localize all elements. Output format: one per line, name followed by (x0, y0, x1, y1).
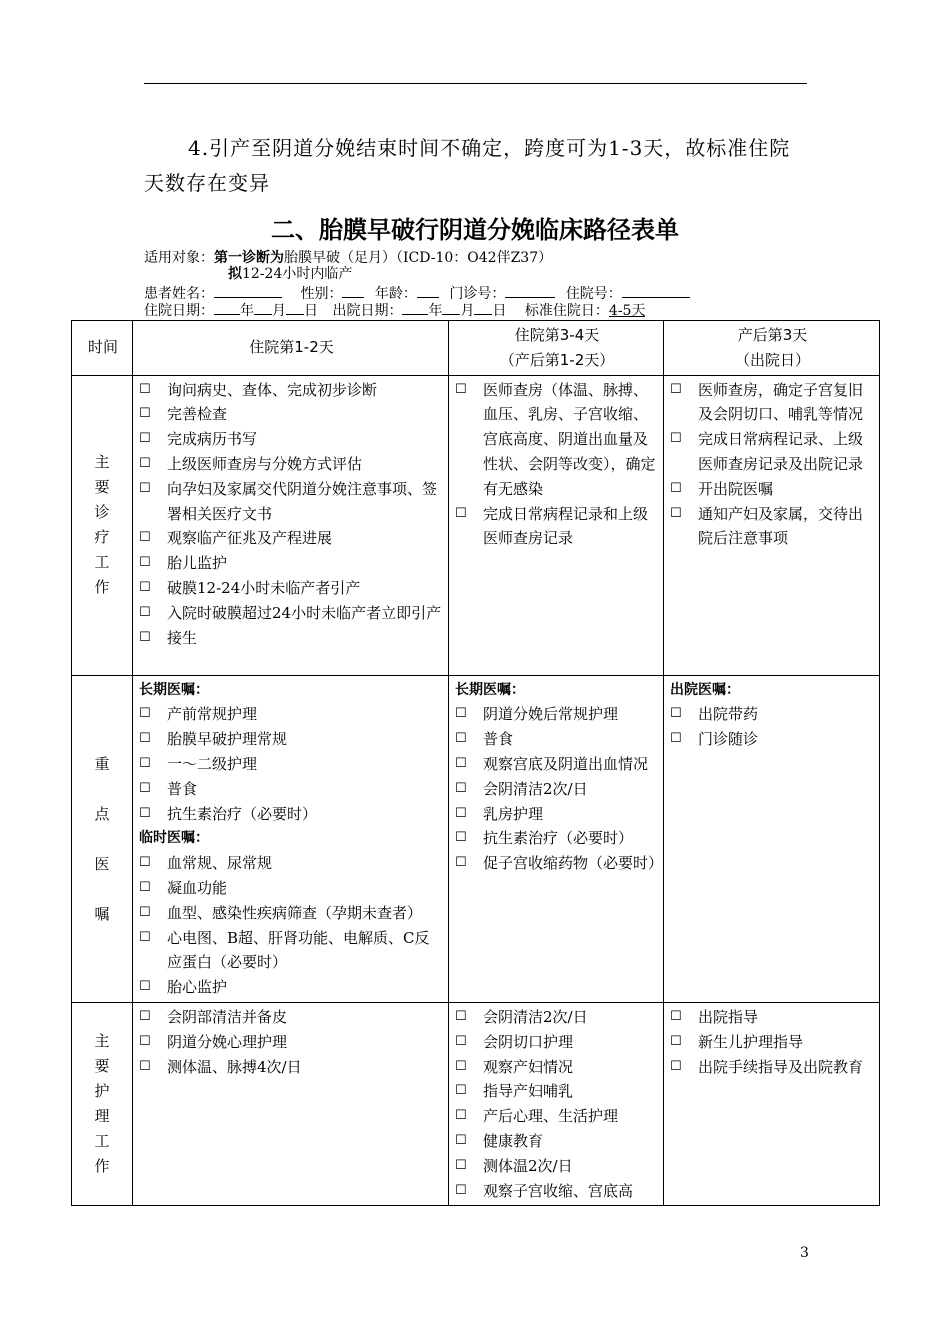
checkbox-icon[interactable]: ☐ (139, 1033, 151, 1049)
clinic-label: 门诊号： (449, 286, 506, 302)
checklist-item-text: 新生儿护理指导 (698, 1032, 804, 1051)
checklist-item (670, 727, 875, 752)
checklist-item (139, 427, 444, 452)
checklist-item (455, 378, 659, 502)
checkbox-icon[interactable]: ☐ (455, 1108, 467, 1124)
checkbox-icon[interactable]: ☐ (139, 480, 151, 496)
checklist-item-text: 通知产妇及家属，交待出院后注意事项 (698, 504, 864, 548)
checklist-item (455, 502, 659, 552)
checkbox-icon[interactable]: ☐ (670, 731, 682, 747)
checklist-item-text: 健康教育 (483, 1131, 544, 1150)
checklist-item-text: 胎膜早破护理常规 (167, 730, 288, 749)
row-label-char: 作 (94, 578, 110, 597)
checkbox-icon[interactable]: ☐ (455, 706, 467, 722)
header-col2 (449, 321, 664, 376)
meta-patient (144, 284, 690, 302)
meta-plan (228, 266, 352, 282)
row-label-char: 护 (94, 1082, 110, 1101)
checkbox-icon[interactable]: ☐ (455, 1008, 467, 1024)
checkbox-icon[interactable]: ☐ (455, 1182, 467, 1198)
row-label-char: 医 (94, 854, 110, 873)
checklist-item-text: 出院手续指导及出院教育 (698, 1057, 864, 1076)
checklist-item-text: 开出院医嘱 (698, 479, 774, 498)
checklist-item (139, 926, 444, 976)
checkbox-icon[interactable]: ☐ (139, 904, 151, 920)
cell-nursing-col1 (133, 1002, 449, 1205)
checklist (670, 1005, 875, 1079)
sex-blank[interactable] (342, 284, 364, 298)
std-value: 4-5天 (608, 303, 646, 319)
checklist-item (670, 427, 875, 477)
meta-dates (144, 301, 645, 319)
checklist (139, 851, 444, 1000)
day-text: 日 (492, 303, 507, 319)
cell-orders-col2 (449, 675, 664, 1002)
checkbox-icon[interactable]: ☐ (139, 381, 151, 397)
checklist-item (139, 402, 444, 427)
row-nursing (72, 1002, 880, 1205)
checklist-item-text: 指导产妇哺乳 (483, 1082, 574, 1101)
checkbox-icon[interactable]: ☐ (455, 1132, 467, 1148)
cell-nursing-col2 (449, 1002, 664, 1205)
checklist-item-text: 完成病历书写 (167, 430, 258, 449)
std-label: 标准住院日： (524, 303, 609, 319)
checklist-item-text: 抗生素治疗（必要时） (483, 829, 634, 848)
age-blank[interactable] (417, 284, 439, 298)
checklist (139, 702, 444, 826)
checklist-item (139, 752, 444, 777)
checklist-item (139, 702, 444, 727)
checklist-item-text: 完成日常病程记录和上级医师查房记录 (483, 504, 649, 548)
checkbox-icon[interactable]: ☐ (139, 555, 151, 571)
checklist-item (139, 1030, 444, 1055)
checkbox-icon[interactable]: ☐ (455, 381, 467, 397)
plan-text: 12-24小时内临产 (242, 266, 353, 282)
checkbox-icon[interactable]: ☐ (455, 855, 467, 871)
checklist-item-text: 普食 (167, 779, 198, 798)
checklist-item (139, 551, 444, 576)
checklist-item (139, 626, 444, 651)
applicable-label: 适用对象： (144, 250, 214, 266)
checkbox-icon[interactable]: ☐ (139, 706, 151, 722)
checklist-item-text: 观察子宫收缩、宫底高 (483, 1181, 634, 1200)
checklist-item (670, 502, 875, 552)
header-rule (144, 83, 807, 84)
inpatient-label: 住院号： (565, 286, 622, 302)
row-label-char: 要 (94, 1057, 110, 1076)
checklist-item (455, 1129, 659, 1154)
row-label-char: 主 (94, 453, 110, 472)
checklist-item-text: 上级医师查房与分娩方式评估 (167, 454, 363, 473)
long-term-orders-label: 长期医嘱： (455, 681, 525, 698)
checklist-item (139, 727, 444, 752)
checklist-item-text: 心电图、B超、肝肾功能、电解质、C反应蛋白（必要时） (167, 928, 430, 972)
checklist-item (455, 702, 659, 727)
checkbox-icon[interactable]: ☐ (670, 381, 682, 397)
checklist (670, 702, 875, 752)
cell-nursing-col3 (664, 1002, 880, 1205)
row-label-nursing (72, 1002, 133, 1205)
checklist-item (455, 1104, 659, 1129)
checklist-item-text: 入院时破膜超过24小时未临产者立即引产 (167, 603, 442, 622)
row-label-char: 点 (94, 804, 110, 823)
checklist-item (455, 1055, 659, 1080)
checklist-item (139, 477, 444, 527)
checklist-item (455, 802, 659, 827)
checklist-item-text: 血型、感染性疾病筛查（孕期未查者） (167, 903, 423, 922)
checklist-item (455, 777, 659, 802)
row-label-char: 诊 (94, 503, 110, 522)
checklist-item-text: 血常规、尿常规 (167, 854, 273, 873)
cell-main-work-col2 (449, 375, 664, 675)
header-row (72, 321, 880, 376)
checklist-item (455, 851, 664, 876)
checklist-item-text: 医师查房，确定子宫复旧及会阴切口、哺乳等情况 (698, 380, 864, 424)
note-paragraph: 4.引产至阴道分娩结束时间不确定，跨度可为1-3天，故标准住院天数存在变异 (144, 136, 791, 195)
checklist-item (670, 1030, 875, 1055)
checklist-item (455, 1154, 659, 1179)
checklist-item (670, 702, 875, 727)
checklist-item (670, 477, 875, 502)
checklist-item (670, 378, 875, 428)
checklist-item (139, 876, 444, 901)
cell-main-work-col3 (664, 375, 880, 675)
cell-orders-col1 (133, 675, 449, 1002)
discharge-orders-label: 出院医嘱： (670, 681, 740, 698)
checklist (139, 1005, 444, 1079)
temporary-orders-label: 临时医嘱： (139, 830, 209, 847)
day-text: 日 (304, 303, 318, 319)
row-main-work (72, 375, 880, 675)
month-text: 月 (460, 303, 475, 319)
admit-month-blank[interactable] (254, 301, 272, 315)
header-col3-line2: （出院日） (734, 350, 810, 369)
checkbox-icon[interactable]: ☐ (139, 755, 151, 771)
checklist-item-text: 阴道分娩后常规护理 (483, 705, 619, 724)
row-orders (72, 675, 880, 1002)
header-col2-line2: （产后第1-2天） (499, 350, 615, 369)
checklist-item-text: 胎心监护 (167, 978, 228, 997)
checkbox-icon[interactable]: ☐ (139, 979, 151, 995)
row-label-char: 嘱 (94, 904, 110, 923)
clinical-pathway-table (71, 320, 880, 1206)
checklist-item-text: 会阴部清洁并备皮 (167, 1007, 288, 1026)
checkbox-icon[interactable]: ☐ (139, 780, 151, 796)
checklist-item-text: 凝血功能 (167, 878, 228, 897)
checklist-item-text: 观察产妇情况 (483, 1057, 574, 1076)
checklist-item (139, 901, 444, 926)
checklist-item-text: 破膜12-24小时未临产者引产 (167, 578, 361, 597)
row-label-char: 主 (94, 1032, 110, 1051)
checklist-item (670, 1005, 875, 1030)
admit-day-blank[interactable] (286, 301, 304, 315)
checkbox-icon[interactable]: ☐ (670, 1033, 682, 1049)
checkbox-icon[interactable]: ☐ (455, 731, 467, 747)
checklist-item-text: 完善检查 (167, 405, 228, 424)
discharge-day-blank[interactable] (474, 301, 492, 315)
checklist-item (139, 975, 444, 1000)
checkbox-icon[interactable]: ☐ (455, 1083, 467, 1099)
checklist-item (139, 452, 444, 477)
checklist-item (670, 1055, 875, 1080)
checkbox-icon[interactable]: ☐ (139, 855, 151, 871)
checkbox-icon[interactable]: ☐ (139, 604, 151, 620)
header-col3 (664, 321, 880, 376)
header-col3-line1: 产后第3天 (737, 326, 808, 344)
checklist-item (139, 1055, 444, 1080)
checklist-item (139, 526, 444, 551)
checklist-item-text: 抗生素治疗（必要时） (167, 804, 318, 823)
checkbox-icon[interactable]: ☐ (139, 805, 151, 821)
checkbox-icon[interactable]: ☐ (670, 706, 682, 722)
checklist-item (139, 802, 444, 827)
checkbox-icon[interactable]: ☐ (455, 1058, 467, 1074)
checklist (670, 378, 875, 552)
checklist-item-text: 普食 (483, 730, 514, 749)
checkbox-icon[interactable]: ☐ (139, 879, 151, 895)
checklist-item-text: 测体温、脉搏4次/日 (167, 1057, 302, 1076)
checkbox-icon[interactable]: ☐ (455, 755, 467, 771)
meta-applicable (144, 250, 552, 266)
checklist-item-text: 出院指导 (698, 1007, 759, 1026)
admit-label: 住院日期： (144, 303, 214, 319)
checklist-item-text: 询问病史、查体、完成初步诊断 (167, 380, 378, 399)
checkbox-icon[interactable]: ☐ (139, 929, 151, 945)
checklist-item (139, 851, 444, 876)
checklist-item (139, 576, 444, 601)
inpatient-blank[interactable] (622, 284, 690, 298)
cell-orders-col3 (664, 675, 880, 1002)
checklist-item (139, 1005, 444, 1030)
discharge-month-blank[interactable] (442, 301, 460, 315)
first-dx-label: 第一诊断为 (214, 250, 284, 266)
row-label-main-work (72, 375, 133, 675)
checklist-item (455, 727, 659, 752)
checklist-item-text: 会阴切口护理 (483, 1032, 574, 1051)
checklist-item-text: 乳房护理 (483, 804, 544, 823)
year-text: 年 (428, 303, 443, 319)
header-col2-line1: 住院第3-4天 (514, 326, 600, 344)
checklist-item (455, 752, 659, 777)
checklist-item-text: 会阴清洁2次/日 (483, 779, 588, 798)
checkbox-icon[interactable]: ☐ (139, 431, 151, 447)
sex-label: 性别： (300, 286, 343, 302)
row-label-char: 作 (94, 1157, 110, 1176)
checklist-item-text: 观察临产征兆及产程进展 (167, 529, 333, 548)
checklist-item-text: 胎儿监护 (167, 554, 228, 573)
checklist-item (455, 1005, 659, 1030)
checkbox-icon[interactable]: ☐ (139, 406, 151, 422)
checklist-item-text: 医师查房（体温、脉搏、血压、乳房、子宫收缩、宫底高度、阴道出血量及性状、会阴等改变），确定有无感染 (483, 380, 656, 498)
row-label-char: 工 (94, 1132, 110, 1151)
checklist (455, 378, 659, 552)
checkbox-icon[interactable]: ☐ (139, 455, 151, 471)
checkbox-icon[interactable]: ☐ (139, 579, 151, 595)
checkbox-icon[interactable]: ☐ (670, 505, 682, 521)
row-label-char: 疗 (94, 528, 110, 547)
checklist-item-text: 一～二级护理 (167, 754, 258, 773)
checklist-item (139, 601, 444, 626)
checklist (455, 1005, 659, 1203)
checklist-item-text: 门诊随诊 (698, 730, 759, 749)
name-blank[interactable] (214, 284, 282, 298)
checkbox-icon[interactable]: ☐ (455, 780, 467, 796)
header-time: 时间 (72, 321, 133, 376)
checklist-item-text: 完成日常病程记录、上级医师查房记录及出院记录 (698, 430, 864, 473)
row-label-char: 要 (94, 478, 110, 497)
checkbox-icon[interactable]: ☐ (139, 1008, 151, 1024)
checklist-item (139, 378, 444, 403)
year-text: 年 (240, 303, 254, 319)
checkbox-icon[interactable]: ☐ (455, 1033, 467, 1049)
discharge-year-blank[interactable] (402, 301, 428, 315)
checkbox-icon[interactable]: ☐ (670, 1058, 682, 1074)
checklist-item-text: 接生 (167, 628, 198, 647)
checkbox-icon[interactable]: ☐ (139, 1058, 151, 1074)
checkbox-icon[interactable]: ☐ (670, 1008, 682, 1024)
plan-label: 拟 (228, 266, 242, 282)
checklist-item-text: 向孕妇及家属交代阴道分娩注意事项、签署相关医疗文书 (167, 479, 438, 523)
checkbox-icon[interactable]: ☐ (670, 431, 682, 447)
row-label-char: 工 (94, 553, 110, 572)
long-term-orders-label: 长期医嘱： (139, 681, 209, 698)
checkbox-icon[interactable]: ☐ (455, 505, 467, 521)
admit-year-blank[interactable] (214, 301, 240, 315)
checklist-item-text: 出院带药 (698, 705, 759, 724)
checklist-item-text: 阴道分娩心理护理 (167, 1032, 288, 1051)
checklist-item (455, 1030, 659, 1055)
row-label-char: 重 (94, 754, 110, 773)
checkbox-icon[interactable]: ☐ (670, 480, 682, 496)
checklist-item (455, 1079, 659, 1104)
checklist-item-text: 会阴清洁2次/日 (483, 1007, 588, 1026)
checklist-item-text: 促子宫收缩药物（必要时） (483, 854, 664, 873)
discharge-label: 出院日期： (332, 303, 403, 319)
checklist-item-text: 测体温2次/日 (483, 1156, 573, 1175)
first-dx-text: 胎膜早破（足月）（ICD-10：O42伴Z37） (284, 250, 553, 266)
cell-main-work-col1 (133, 375, 449, 675)
row-label-orders (72, 675, 133, 1002)
checklist-item-text: 观察宫底及阴道出血情况 (483, 754, 649, 773)
month-text: 月 (272, 303, 286, 319)
page-number: 3 (800, 1245, 809, 1261)
checkbox-icon[interactable]: ☐ (455, 830, 467, 846)
checkbox-icon[interactable]: ☐ (139, 530, 151, 546)
header-col1: 住院第1-2天 (133, 321, 449, 376)
checklist-item-text: 产前常规护理 (167, 705, 258, 724)
checklist (139, 378, 444, 651)
checklist-item-text: 产后心理、生活护理 (483, 1107, 619, 1126)
checkbox-icon[interactable]: ☐ (139, 731, 151, 747)
name-label: 患者姓名： (144, 286, 214, 302)
checklist-item (455, 1179, 659, 1204)
checklist-item (139, 777, 444, 802)
page-title: 二、胎膜早破行阴道分娩临床路径表单 (271, 216, 679, 244)
checkbox-icon[interactable]: ☐ (455, 1157, 467, 1173)
checklist (455, 702, 664, 876)
age-label: 年龄： (374, 286, 417, 302)
clinic-blank[interactable] (505, 284, 555, 298)
checkbox-icon[interactable]: ☐ (139, 629, 151, 645)
checkbox-icon[interactable]: ☐ (455, 805, 467, 821)
row-label-char: 理 (94, 1107, 110, 1126)
checklist-item (455, 826, 659, 851)
